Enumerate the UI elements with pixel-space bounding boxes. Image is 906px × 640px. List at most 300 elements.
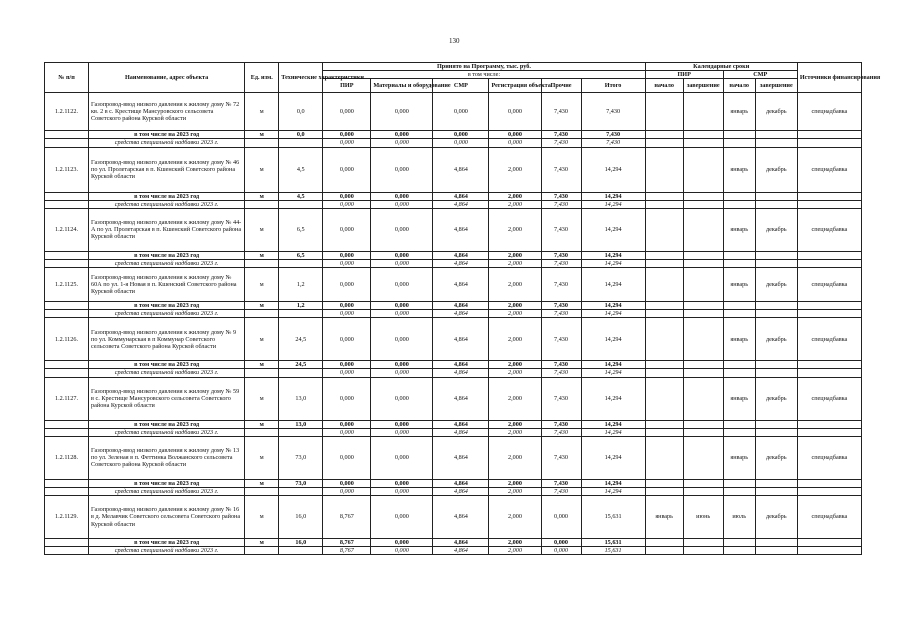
object-pir: 0,000 bbox=[323, 436, 371, 479]
source-pir: 0,000 bbox=[323, 428, 371, 436]
source-reg: 2,000 bbox=[489, 487, 541, 495]
subtotal-mat: 0,000 bbox=[371, 192, 433, 200]
object-pir-start bbox=[645, 436, 683, 479]
header-cal-pir: ПИР bbox=[645, 71, 723, 79]
object-number: 1.2.1123. bbox=[45, 147, 89, 192]
empty-cell bbox=[683, 302, 723, 310]
header-pir: ПИР bbox=[323, 79, 371, 93]
source-other: 7,430 bbox=[541, 428, 581, 436]
source-pir: 0,000 bbox=[323, 139, 371, 147]
object-number: 1.2.1125. bbox=[45, 268, 89, 302]
empty-cell bbox=[683, 420, 723, 428]
table-row bbox=[45, 436, 862, 479]
source-label: средства специальной надбавки 2023 г. bbox=[89, 139, 245, 147]
object-unit: м bbox=[245, 208, 279, 251]
empty-cell bbox=[45, 420, 89, 428]
object-smr-end: декабрь bbox=[755, 318, 797, 361]
empty-cell bbox=[723, 131, 755, 139]
table-row bbox=[45, 496, 862, 539]
empty-cell bbox=[797, 131, 861, 139]
object-unit: м bbox=[245, 268, 279, 302]
empty-cell bbox=[723, 479, 755, 487]
subtotal-mat: 0,000 bbox=[371, 479, 433, 487]
table-row bbox=[45, 208, 862, 251]
subtotal-total: 14,294 bbox=[581, 192, 645, 200]
empty-cell bbox=[755, 369, 797, 377]
empty-cell bbox=[797, 361, 861, 369]
object-pir-end bbox=[683, 93, 723, 131]
source-smr: 4,864 bbox=[433, 310, 489, 318]
empty-cell bbox=[245, 547, 279, 555]
subtotal-tech: 0,0 bbox=[279, 131, 323, 139]
source-mat: 0,000 bbox=[371, 487, 433, 495]
object-pir: 0,000 bbox=[323, 377, 371, 420]
object-unit: м bbox=[245, 377, 279, 420]
empty-cell bbox=[645, 361, 683, 369]
empty-cell bbox=[797, 420, 861, 428]
object-smr: 4,864 bbox=[433, 496, 489, 539]
header-num: № п/п bbox=[45, 63, 89, 93]
object-reg: 2,000 bbox=[489, 268, 541, 302]
subtotal-pir: 0,000 bbox=[323, 302, 371, 310]
empty-cell bbox=[797, 251, 861, 259]
subtotal-smr: 4,864 bbox=[433, 539, 489, 547]
empty-cell bbox=[645, 539, 683, 547]
object-smr: 4,864 bbox=[433, 147, 489, 192]
page-number: 130 bbox=[449, 37, 460, 45]
object-mat: 0,000 bbox=[371, 268, 433, 302]
object-total: 14,294 bbox=[581, 147, 645, 192]
empty-cell bbox=[683, 479, 723, 487]
empty-cell bbox=[645, 487, 683, 495]
empty-cell bbox=[279, 547, 323, 555]
source-mat: 0,000 bbox=[371, 259, 433, 267]
empty-cell bbox=[723, 420, 755, 428]
empty-cell bbox=[279, 310, 323, 318]
empty-cell bbox=[723, 487, 755, 495]
object-tech: 16,0 bbox=[279, 496, 323, 539]
header-unit: Ед. изм. bbox=[245, 63, 279, 93]
subtotal-mat: 0,000 bbox=[371, 420, 433, 428]
header-funding: Источники финансирования bbox=[797, 63, 861, 93]
object-name: Газопровод-ввод низкого давления к жилому дому № 13 по ул. Зеленая в п. Феттинка Волжанского сельсовета Советского района Курской области bbox=[89, 436, 245, 479]
empty-cell bbox=[245, 259, 279, 267]
object-number: 1.2.1128. bbox=[45, 436, 89, 479]
subtotal-smr: 4,864 bbox=[433, 251, 489, 259]
object-reg: 2,000 bbox=[489, 147, 541, 192]
subtotal-reg: 2,000 bbox=[489, 361, 541, 369]
source-reg: 2,000 bbox=[489, 547, 541, 555]
source-total: 14,294 bbox=[581, 487, 645, 495]
source-row bbox=[45, 487, 862, 495]
source-smr: 4,864 bbox=[433, 369, 489, 377]
subtotal-total: 14,294 bbox=[581, 420, 645, 428]
object-reg: 2,000 bbox=[489, 208, 541, 251]
subtotal-total: 14,294 bbox=[581, 361, 645, 369]
header-total: Итого bbox=[581, 79, 645, 93]
object-pir-end bbox=[683, 147, 723, 192]
empty-cell bbox=[723, 361, 755, 369]
empty-cell bbox=[45, 259, 89, 267]
empty-cell bbox=[245, 200, 279, 208]
subtotal-reg: 2,000 bbox=[489, 302, 541, 310]
subtotal-total: 7,430 bbox=[581, 131, 645, 139]
subtotal-tech: 73,0 bbox=[279, 479, 323, 487]
object-unit: м bbox=[245, 496, 279, 539]
object-pir: 8,767 bbox=[323, 496, 371, 539]
subtotal-row bbox=[45, 361, 862, 369]
empty-cell bbox=[279, 139, 323, 147]
subtotal-smr: 0,000 bbox=[433, 131, 489, 139]
subtotal-tech: 6,5 bbox=[279, 251, 323, 259]
object-smr-start: январь bbox=[723, 318, 755, 361]
subtotal-total: 14,294 bbox=[581, 479, 645, 487]
table-row bbox=[45, 318, 862, 361]
source-other: 7,430 bbox=[541, 310, 581, 318]
object-name: Газопровод-ввод низкого давления к жилому дому № 44-А по ул. Пролетарская в п. Кшенский Советского района Курской области bbox=[89, 208, 245, 251]
empty-cell bbox=[723, 139, 755, 147]
object-reg: 2,000 bbox=[489, 496, 541, 539]
empty-cell bbox=[645, 200, 683, 208]
subtotal-pir: 0,000 bbox=[323, 192, 371, 200]
object-name: Газопровод-ввод низкого давления к жилому дому № 60А по ул. 1-я Новая в п. Кшенский Советского района Курской области bbox=[89, 268, 245, 302]
object-name: Газопровод-ввод низкого давления к жилому дому № 9 по ул. Коммунарская в п Коммунар Советского сельсовета Советского района Курской области bbox=[89, 318, 245, 361]
empty-cell bbox=[797, 302, 861, 310]
empty-cell bbox=[45, 479, 89, 487]
object-smr-start: январь bbox=[723, 268, 755, 302]
source-smr: 4,864 bbox=[433, 200, 489, 208]
object-tech: 1,2 bbox=[279, 268, 323, 302]
object-total: 14,294 bbox=[581, 436, 645, 479]
object-number: 1.2.1124. bbox=[45, 208, 89, 251]
subtotal-tech: 24,5 bbox=[279, 361, 323, 369]
subtotal-label: в том числе на 2023 год bbox=[89, 302, 245, 310]
object-smr-end: декабрь bbox=[755, 436, 797, 479]
source-row bbox=[45, 259, 862, 267]
source-smr: 0,000 bbox=[433, 139, 489, 147]
subtotal-unit: м bbox=[245, 131, 279, 139]
empty-cell bbox=[645, 428, 683, 436]
subtotal-unit: м bbox=[245, 361, 279, 369]
object-smr-end: декабрь bbox=[755, 208, 797, 251]
header-calendar: Календарные сроки bbox=[645, 63, 797, 71]
source-total: 14,294 bbox=[581, 200, 645, 208]
object-funding: спецнадбавка bbox=[797, 436, 861, 479]
subtotal-other: 7,430 bbox=[541, 131, 581, 139]
empty-cell bbox=[755, 259, 797, 267]
empty-cell bbox=[45, 200, 89, 208]
empty-cell bbox=[723, 200, 755, 208]
header-materials: Материалы и оборудование bbox=[371, 79, 433, 93]
object-smr-end: декабрь bbox=[755, 147, 797, 192]
header-start-smr: начало bbox=[723, 79, 755, 93]
empty-cell bbox=[755, 192, 797, 200]
object-pir: 0,000 bbox=[323, 93, 371, 131]
empty-cell bbox=[723, 302, 755, 310]
subtotal-other: 7,430 bbox=[541, 479, 581, 487]
empty-cell bbox=[683, 259, 723, 267]
header-end: завершение bbox=[683, 79, 723, 93]
object-reg: 0,000 bbox=[489, 93, 541, 131]
source-total: 14,294 bbox=[581, 259, 645, 267]
subtotal-smr: 4,864 bbox=[433, 479, 489, 487]
empty-cell bbox=[645, 302, 683, 310]
object-funding: спецнадбавка bbox=[797, 93, 861, 131]
source-reg: 2,000 bbox=[489, 259, 541, 267]
subtotal-label: в том числе на 2023 год bbox=[89, 420, 245, 428]
header-other: Прочие bbox=[541, 79, 581, 93]
object-mat: 0,000 bbox=[371, 147, 433, 192]
empty-cell bbox=[683, 192, 723, 200]
subtotal-other: 7,430 bbox=[541, 420, 581, 428]
source-mat: 0,000 bbox=[371, 428, 433, 436]
object-smr-start: январь bbox=[723, 436, 755, 479]
source-total: 7,430 bbox=[581, 139, 645, 147]
empty-cell bbox=[45, 251, 89, 259]
empty-cell bbox=[723, 369, 755, 377]
empty-cell bbox=[723, 259, 755, 267]
subtotal-mat: 0,000 bbox=[371, 131, 433, 139]
empty-cell bbox=[797, 479, 861, 487]
empty-cell bbox=[45, 131, 89, 139]
object-tech: 6,5 bbox=[279, 208, 323, 251]
source-smr: 4,864 bbox=[433, 259, 489, 267]
subtotal-label: в том числе на 2023 год bbox=[89, 479, 245, 487]
empty-cell bbox=[797, 259, 861, 267]
source-other: 0,000 bbox=[541, 547, 581, 555]
source-row bbox=[45, 369, 862, 377]
table-body bbox=[45, 93, 862, 555]
object-pir-start bbox=[645, 268, 683, 302]
empty-cell bbox=[797, 192, 861, 200]
empty-cell bbox=[683, 539, 723, 547]
source-row bbox=[45, 139, 862, 147]
object-pir-end bbox=[683, 377, 723, 420]
empty-cell bbox=[683, 487, 723, 495]
source-smr: 4,864 bbox=[433, 487, 489, 495]
object-smr-end: декабрь bbox=[755, 93, 797, 131]
subtotal-tech: 4,5 bbox=[279, 192, 323, 200]
subtotal-reg: 2,000 bbox=[489, 420, 541, 428]
subtotal-reg: 2,000 bbox=[489, 479, 541, 487]
object-tech: 4,5 bbox=[279, 147, 323, 192]
source-label: средства специальной надбавки 2023 г. bbox=[89, 547, 245, 555]
subtotal-mat: 0,000 bbox=[371, 302, 433, 310]
object-reg: 2,000 bbox=[489, 436, 541, 479]
subtotal-pir: 0,000 bbox=[323, 251, 371, 259]
source-row bbox=[45, 547, 862, 555]
header-registration: Регистрация объекта bbox=[489, 79, 541, 93]
object-other: 7,430 bbox=[541, 93, 581, 131]
object-total: 14,294 bbox=[581, 268, 645, 302]
subtotal-row bbox=[45, 420, 862, 428]
object-reg: 2,000 bbox=[489, 318, 541, 361]
object-number: 1.2.1127. bbox=[45, 377, 89, 420]
object-funding: спецнадбавка bbox=[797, 318, 861, 361]
table-row bbox=[45, 268, 862, 302]
empty-cell bbox=[797, 539, 861, 547]
object-other: 7,430 bbox=[541, 268, 581, 302]
empty-cell bbox=[45, 539, 89, 547]
subtotal-row bbox=[45, 479, 862, 487]
empty-cell bbox=[723, 428, 755, 436]
object-pir-start bbox=[645, 93, 683, 131]
empty-cell bbox=[645, 192, 683, 200]
source-label: средства специальной надбавки 2023 г. bbox=[89, 428, 245, 436]
source-mat: 0,000 bbox=[371, 200, 433, 208]
empty-cell bbox=[279, 369, 323, 377]
subtotal-unit: м bbox=[245, 539, 279, 547]
empty-cell bbox=[755, 310, 797, 318]
empty-cell bbox=[755, 479, 797, 487]
subtotal-reg: 2,000 bbox=[489, 251, 541, 259]
empty-cell bbox=[245, 139, 279, 147]
source-mat: 0,000 bbox=[371, 139, 433, 147]
empty-cell bbox=[797, 547, 861, 555]
object-smr: 4,864 bbox=[433, 318, 489, 361]
subtotal-tech: 16,0 bbox=[279, 539, 323, 547]
empty-cell bbox=[645, 139, 683, 147]
empty-cell bbox=[755, 131, 797, 139]
subtotal-mat: 0,000 bbox=[371, 361, 433, 369]
subtotal-tech: 1,2 bbox=[279, 302, 323, 310]
empty-cell bbox=[755, 361, 797, 369]
object-number: 1.2.1122. bbox=[45, 93, 89, 131]
source-pir: 0,000 bbox=[323, 200, 371, 208]
object-pir: 0,000 bbox=[323, 268, 371, 302]
object-total: 14,294 bbox=[581, 377, 645, 420]
table-row bbox=[45, 147, 862, 192]
object-other: 7,430 bbox=[541, 377, 581, 420]
subtotal-row bbox=[45, 131, 862, 139]
object-pir-end bbox=[683, 208, 723, 251]
object-other: 7,430 bbox=[541, 318, 581, 361]
object-mat: 0,000 bbox=[371, 377, 433, 420]
empty-cell bbox=[645, 310, 683, 318]
subtotal-pir: 0,000 bbox=[323, 131, 371, 139]
object-unit: м bbox=[245, 147, 279, 192]
object-tech: 73,0 bbox=[279, 436, 323, 479]
object-number: 1.2.1126. bbox=[45, 318, 89, 361]
empty-cell bbox=[683, 428, 723, 436]
empty-cell bbox=[279, 487, 323, 495]
header-smr: СМР bbox=[433, 79, 489, 93]
empty-cell bbox=[45, 139, 89, 147]
empty-cell bbox=[755, 200, 797, 208]
empty-cell bbox=[45, 487, 89, 495]
source-pir: 0,000 bbox=[323, 310, 371, 318]
empty-cell bbox=[245, 310, 279, 318]
source-other: 7,430 bbox=[541, 487, 581, 495]
object-funding: спецнадбавка bbox=[797, 147, 861, 192]
object-other: 7,430 bbox=[541, 147, 581, 192]
source-label: средства специальной надбавки 2023 г. bbox=[89, 369, 245, 377]
object-tech: 0,0 bbox=[279, 93, 323, 131]
empty-cell bbox=[683, 200, 723, 208]
source-total: 15,631 bbox=[581, 547, 645, 555]
object-smr-end: декабрь bbox=[755, 496, 797, 539]
object-smr-start: июль bbox=[723, 496, 755, 539]
object-total: 14,294 bbox=[581, 318, 645, 361]
object-total: 15,631 bbox=[581, 496, 645, 539]
empty-cell bbox=[45, 369, 89, 377]
subtotal-total: 14,294 bbox=[581, 302, 645, 310]
empty-cell bbox=[645, 420, 683, 428]
empty-cell bbox=[645, 547, 683, 555]
empty-cell bbox=[683, 131, 723, 139]
empty-cell bbox=[755, 420, 797, 428]
object-smr-start: январь bbox=[723, 377, 755, 420]
header-tech: Технические характеристики bbox=[279, 63, 323, 93]
source-label: средства специальной надбавки 2023 г. bbox=[89, 200, 245, 208]
empty-cell bbox=[683, 310, 723, 318]
object-pir: 0,000 bbox=[323, 147, 371, 192]
object-mat: 0,000 bbox=[371, 318, 433, 361]
object-pir-start: январь bbox=[645, 496, 683, 539]
empty-cell bbox=[797, 428, 861, 436]
object-pir-start bbox=[645, 147, 683, 192]
source-other: 7,430 bbox=[541, 259, 581, 267]
object-number: 1.2.1129. bbox=[45, 496, 89, 539]
object-pir-end bbox=[683, 318, 723, 361]
empty-cell bbox=[645, 259, 683, 267]
object-total: 14,294 bbox=[581, 208, 645, 251]
object-smr: 4,864 bbox=[433, 436, 489, 479]
empty-cell bbox=[683, 251, 723, 259]
subtotal-total: 15,631 bbox=[581, 539, 645, 547]
subtotal-row bbox=[45, 192, 862, 200]
object-funding: спецнадбавка bbox=[797, 268, 861, 302]
subtotal-unit: м bbox=[245, 302, 279, 310]
source-reg: 2,000 bbox=[489, 310, 541, 318]
empty-cell bbox=[797, 310, 861, 318]
source-pir: 0,000 bbox=[323, 369, 371, 377]
source-label: средства специальной надбавки 2023 г. bbox=[89, 310, 245, 318]
subtotal-row bbox=[45, 539, 862, 547]
empty-cell bbox=[279, 428, 323, 436]
empty-cell bbox=[755, 139, 797, 147]
object-smr: 0,000 bbox=[433, 93, 489, 131]
header-start: начало bbox=[645, 79, 683, 93]
object-name: Газопровод-ввод низкого давления к жилому дому № 16 в д. Мелавчик Советского сельсовета Советского района Курской области bbox=[89, 496, 245, 539]
source-pir: 0,000 bbox=[323, 487, 371, 495]
source-other: 7,430 bbox=[541, 200, 581, 208]
subtotal-row bbox=[45, 302, 862, 310]
empty-cell bbox=[245, 487, 279, 495]
empty-cell bbox=[245, 369, 279, 377]
empty-cell bbox=[683, 361, 723, 369]
subtotal-tech: 13,0 bbox=[279, 420, 323, 428]
subtotal-reg: 0,000 bbox=[489, 131, 541, 139]
source-mat: 0,000 bbox=[371, 547, 433, 555]
subtotal-unit: м bbox=[245, 192, 279, 200]
object-total: 7,430 bbox=[581, 93, 645, 131]
source-label: средства специальной надбавки 2023 г. bbox=[89, 259, 245, 267]
subtotal-other: 7,430 bbox=[541, 192, 581, 200]
subtotal-reg: 2,000 bbox=[489, 192, 541, 200]
source-total: 14,294 bbox=[581, 369, 645, 377]
object-mat: 0,000 bbox=[371, 496, 433, 539]
object-pir-start bbox=[645, 377, 683, 420]
object-other: 0,000 bbox=[541, 496, 581, 539]
table-row bbox=[45, 93, 862, 131]
program-table bbox=[44, 62, 881, 555]
empty-cell bbox=[45, 428, 89, 436]
source-total: 14,294 bbox=[581, 310, 645, 318]
empty-cell bbox=[645, 479, 683, 487]
subtotal-other: 7,430 bbox=[541, 302, 581, 310]
object-other: 7,430 bbox=[541, 436, 581, 479]
